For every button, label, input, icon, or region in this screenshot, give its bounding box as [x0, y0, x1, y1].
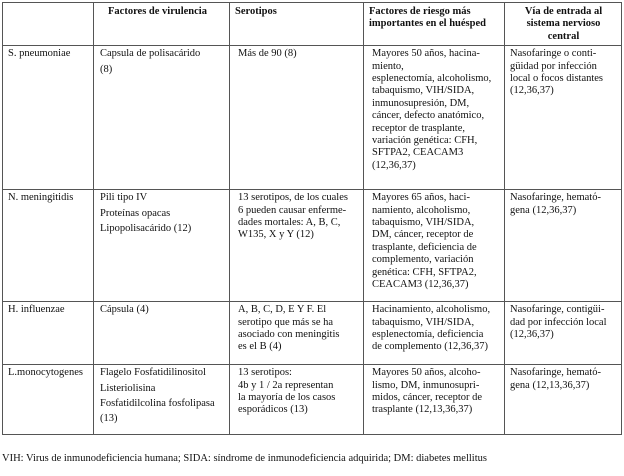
table-row [3, 190, 622, 302]
serotypes-cell [230, 46, 364, 190]
header-virulence-factors: Factores de virulencia [94, 3, 230, 46]
cell-line: variación genética: CFH, [372, 135, 478, 147]
cell-line: complemento, variación [372, 254, 474, 266]
cell-line: miento, [372, 60, 404, 72]
cell-line: la mayoría de los casos [238, 392, 336, 404]
entry-route-cell [505, 190, 622, 302]
cell-line: tabaquismo, VIH/SIDA, [372, 85, 475, 97]
cell-line: dad por infección local [510, 316, 607, 328]
organism-cell: N. meningitidis [3, 190, 94, 302]
cell-line: Mayores 50 años, alcoho- [372, 367, 481, 379]
cell-line: (12,36,37) [510, 329, 554, 341]
cell-line: Mayores 65 años, haci- [372, 192, 470, 204]
virulence-cell [94, 302, 230, 365]
cell-line: CEACAM3 (12,36,37) [372, 279, 469, 291]
organism-cell: H. influenzae [3, 302, 94, 365]
cell-line: gena (12,36,37) [510, 204, 577, 216]
virulence-cell [94, 365, 230, 435]
cell-line: inmunosupresión, DM, [372, 97, 470, 109]
header-serotypes: Serotipos [230, 3, 364, 46]
cell-line: Listeriolisina [100, 382, 156, 394]
cell-line: Más de 90 (8) [238, 48, 297, 60]
cell-line: tabaquismo, VIH/SIDA, [372, 217, 475, 229]
cell-line: A, B, C, D, E Y F. El [238, 304, 327, 316]
cell-line: Hacinamiento, alcoholismo, [372, 304, 491, 316]
cell-line: W135, X y Y (12) [238, 229, 314, 241]
virulence-cell [94, 190, 230, 302]
cell-line: lismo, DM, inmunosupri- [372, 379, 480, 391]
cell-line: esplenectomía, alcoholismo, [372, 73, 492, 85]
risk-factors-cell [364, 365, 505, 435]
cell-line: esporádicos (13) [238, 404, 308, 416]
cell-line: Lipopolisacárido (12) [100, 223, 192, 235]
header-organism [3, 3, 94, 46]
cell-line: Proteínas opacas [100, 207, 171, 219]
header-row [3, 3, 622, 46]
cell-line: 13 serotipos: [238, 367, 292, 379]
cell-line: Flagelo Fosfatidilinositol [100, 367, 206, 379]
serotypes-cell [230, 190, 364, 302]
cell-line: Nasofaringe, hematό- [510, 367, 601, 379]
cell-line: esplenectomía, deficiencia [372, 329, 484, 341]
cell-line: güidad por infección [510, 60, 597, 72]
cell-line: dades mortales: A, B, C, [238, 217, 341, 229]
cell-line: 6 pueden causar enferme- [238, 204, 347, 216]
entry-route-cell [505, 302, 622, 365]
cell-line: (12,36,37) [510, 85, 554, 97]
virulence-table [2, 2, 622, 435]
cell-line: trasplante (12,13,36,37) [372, 404, 473, 416]
risk-factors-cell [364, 46, 505, 190]
cell-line: Nasofaringe, contigüi- [510, 304, 605, 316]
cell-line: 13 serotipos, de los cuales [238, 192, 348, 204]
cell-line: Cápsula (4) [100, 304, 149, 316]
cell-line: 4b y 1 / 2a representan [238, 379, 334, 391]
cell-line: Fosfatidilcolina fosfolipasa [100, 398, 215, 410]
serotypes-cell [230, 302, 364, 365]
organism-cell: L.monocytogenes [3, 365, 94, 435]
cell-line: asociado con meningitis [238, 329, 340, 341]
cell-line: genética: CFH, SFTPA2, [372, 266, 477, 278]
table-row [3, 46, 622, 190]
virulence-cell [94, 46, 230, 190]
organism-cell: S. pneumoniae [3, 46, 94, 190]
cell-line: midos, cáncer, receptor de [372, 392, 483, 404]
cell-line: trasplante, deficiencia de [372, 241, 477, 253]
serotypes-cell [230, 365, 364, 435]
cell-line: Mayores 50 años, hacina- [372, 48, 480, 60]
cell-line: es el B (4) [238, 341, 282, 353]
risk-factors-cell [364, 190, 505, 302]
table-row [3, 302, 622, 365]
cell-line: SFTPA2, CEACAM3 [372, 147, 464, 159]
cell-line: (12,36,37) [372, 159, 416, 171]
cell-line: (13) [100, 413, 118, 425]
cell-line: local o focos distantes [510, 73, 604, 85]
cell-line: serotipo que más se ha [238, 316, 334, 328]
table-row [3, 365, 622, 435]
cell-line: de complemento (12,36,37) [372, 341, 489, 353]
cell-line: tabaquismo, VIH/SIDA, [372, 316, 475, 328]
cell-line: Pili tipo IV [100, 192, 148, 204]
cell-line: gena (12,13,36,37) [510, 379, 590, 391]
header-entry-route: Vía de entrada al sistema nervioso central [505, 3, 622, 46]
cell-line: Nasofaringe o conti- [510, 48, 597, 60]
entry-route-cell [505, 46, 622, 190]
cell-line: (8) [100, 63, 113, 75]
risk-factors-cell [364, 302, 505, 365]
entry-route-cell [505, 365, 622, 435]
cell-line: Nasofaringe, hematό- [510, 192, 601, 204]
cell-line: cáncer, defecto anatómico, [372, 110, 485, 122]
cell-line: DM, cáncer, receptor de [372, 229, 474, 241]
header-risk-factors: Factores de riesgo más importantes en el huésped [364, 3, 505, 46]
footnote: VIH: Virus de inmunodeficiencia humana; SIDA: síndrome de inmunodeficiencia adquirida; DM: diabetes mellitus [2, 453, 487, 464]
cell-line: receptor de trasplante, [372, 122, 465, 134]
cell-line: namiento, alcoholismo, [372, 204, 471, 216]
cell-line: Capsula de polisacárido [100, 48, 201, 60]
